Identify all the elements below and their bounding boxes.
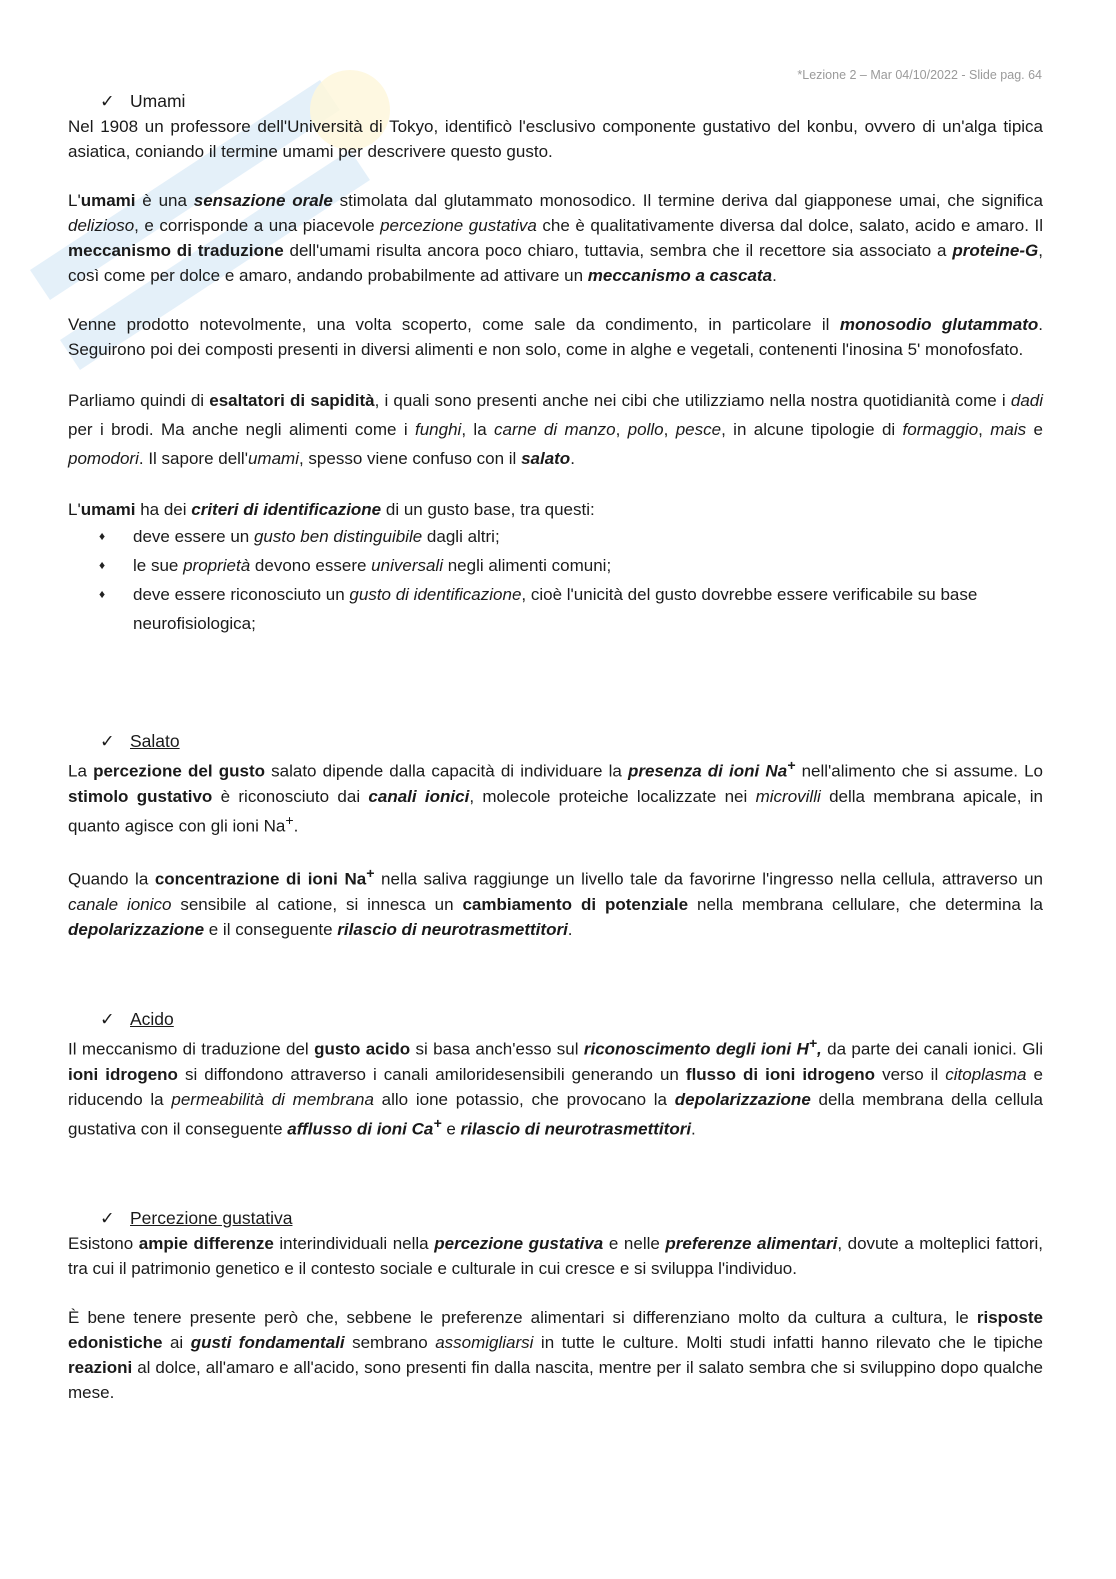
umami-paragraph-3: Venne prodotto notevolmente, una volta scoperto, come sale da condimento, in particolare il monosodio glutammato. Seguirono poi dei composti presenti in diversi alimenti e non solo, come in alghe e vegetali, contenenti l'inosina 5' monofosfato. (68, 315, 1043, 359)
umami-paragraph-5: L'umami ha dei criteri di identificazione di un gusto base, tra questi: (68, 500, 595, 519)
section-title-umami: ✓ Umami (100, 88, 1043, 114)
list-item: ♦ deve essere riconosciuto un gusto di identificazione, cioè l'unicità del gusto dovrebbe essere verificabile su base neurofisiologica; (133, 580, 1043, 638)
percezione-paragraph-1: Esistono ampie differenze interindividuali nella percezione gustativa e nelle preferenze alimentari, dovute a molteplici fattori, tra cui il patrimonio genetico e il contesto sociale e culturale in cui cresce e si sviluppa l'individuo. (68, 1234, 1043, 1279)
lesson-reference-note: *Lezione 2 – Mar 04/10/2022 - Slide pag. 64 (797, 68, 1042, 82)
section-title-acido: ✓ Acido (100, 1006, 1043, 1032)
list-item: ♦ deve essere un gusto ben distinguibile dagli altri; (133, 522, 1043, 551)
criteria-list (68, 522, 1043, 638)
checkmark-icon: ✓ (100, 1008, 115, 1029)
salato-paragraph-1: La percezione del gusto salato dipende dalla capacità di individuare la presenza di ioni Na+ nell'alimento che si assume. Lo stimolo gustativo è riconosciuto dai canali ionici, molecole proteiche localizzate nei microvilli della membrana apicale, in quanto agisce con gli ioni Na+. (68, 758, 1043, 836)
umami-paragraph-2: L'umami è una sensazione orale stimolata dal glutammato monosodico. Il termine deriva dal giapponese umai, che significa delizioso, e corrisponde a una piacevole percezione gustativa che è qualitativamente diversa dal dolce, salato, acido e amaro. Il meccanismo di traduzione dell'umami risulta ancora poco chiaro, tuttavia, sembra che il recettore sia associato a proteine-G, così come per dolce e amaro, andando probabilmente ad attivare un meccanismo a cascata. (68, 191, 1043, 285)
section-title-percezione-gustativa: ✓ Percezione gustativa (100, 1205, 1043, 1231)
umami-paragraph-1: Nel 1908 un professore dell'Università di Tokyo, identificò l'esclusivo componente gustativo del konbu, ovvero di un'alga tipica asiatica, coniando il termine umami per descrivere questo gusto. (68, 117, 1043, 161)
acido-paragraph-1: Il meccanismo di traduzione del gusto acido si basa anch'esso sul riconoscimento degli ioni H+, da parte dei canali ionici. Gli ioni idrogeno si diffondono attraverso i canali amiloridesensibili generando un flusso di ioni idrogeno verso il citoplasma e riducendo la permeabilità di membrana allo ione potassio, che provocano la depolarizzazione della membrana della cellula gustativa con il conseguente afflusso di ioni Ca+ e rilascio di neurotrasmettitori. (68, 1035, 1043, 1139)
percezione-paragraph-2: È bene tenere presente però che, sebbene le preferenze alimentari si differenziano molto da cultura a cultura, le risposte edonistiche ai gusti fondamentali sembrano assomigliarsi in tutte le culture. Molti studi infatti hanno rilevato che le tipiche reazioni al dolce, all'amaro e all'acido, sono presenti fin dalla nascita, mentre per il salato sembra che si sviluppino dopo qualche mese. (68, 1308, 1043, 1403)
diamond-bullet-icon: ♦ (99, 558, 106, 572)
checkmark-icon: ✓ (100, 91, 115, 111)
list-item: ♦ le sue proprietà devono essere universali negli alimenti comuni; (133, 551, 1043, 580)
umami-paragraph-4: Parliamo quindi di esaltatori di sapidità, i quali sono presenti anche nei cibi che utilizziamo nella nostra quotidianità come i dadi per i brodi. Ma anche negli alimenti come i funghi, la carne di manzo, pollo, pesce, in alcune tipologie di formaggio, mais e pomodori. Il sapore dell'umami, spesso viene confuso con il salato. (68, 391, 1043, 468)
salato-paragraph-2: Quando la concentrazione di ioni Na+ nella saliva raggiunge un livello tale da favorirne l'ingresso nella cellula, attraverso un canale ionico sensibile al catione, si innesca un cambiamento di potenziale nella membrana cellulare, che determina la depolarizzazione e il conseguente rilascio di neurotrasmettitori. (68, 866, 1043, 939)
document-body (68, 88, 1043, 1405)
checkmark-icon: ✓ (100, 1208, 115, 1229)
diamond-bullet-icon: ♦ (99, 587, 106, 601)
checkmark-icon: ✓ (100, 731, 115, 751)
section-title-salato: ✓ Salato (100, 728, 1043, 754)
diamond-bullet-icon: ♦ (99, 529, 106, 543)
